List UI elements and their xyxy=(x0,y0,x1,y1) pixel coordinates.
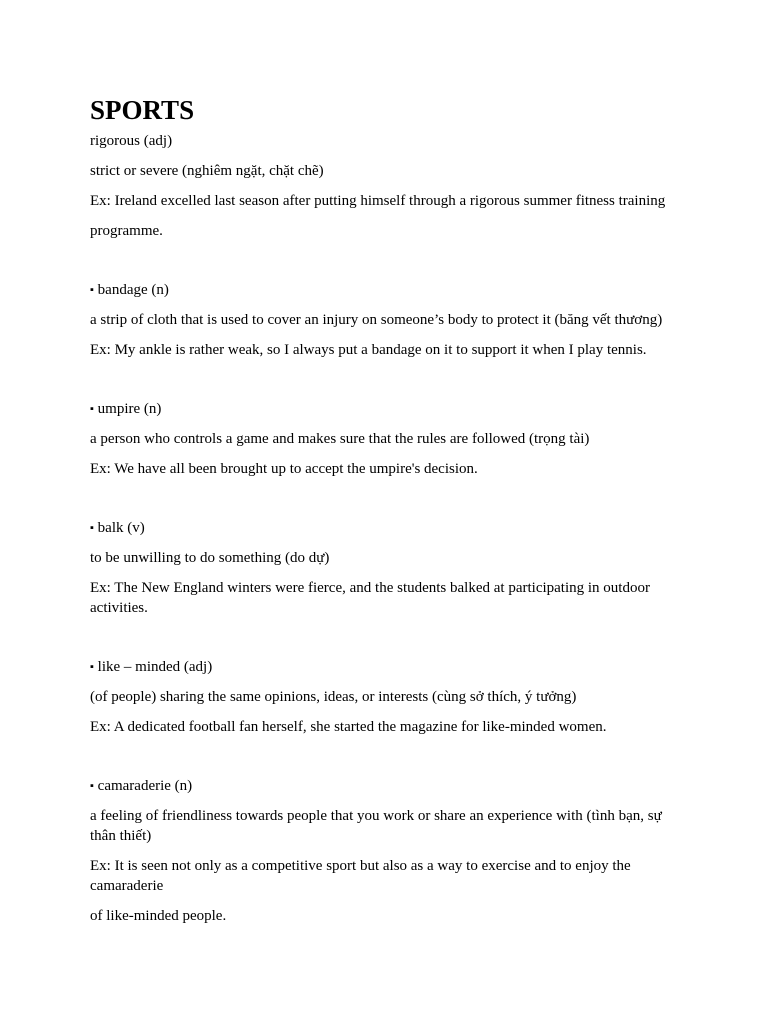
bullet-icon: ▪ xyxy=(90,780,94,792)
example-camaraderie-cont: of like-minded people. xyxy=(90,908,227,924)
example-balk: Ex: The New England winters were fierce, and the students balked at participating in outdoor activities. xyxy=(90,580,650,616)
example-like-minded: Ex: A dedicated football fan herself, she started the magazine for like-minded women. xyxy=(90,719,607,735)
example-camaraderie: Ex: It is seen not only as a competitive sport but also as a way to exercise and to enjoy the camaraderie xyxy=(90,858,631,894)
term-camaraderie xyxy=(90,776,680,796)
example-bandage: Ex: My ankle is rather weak, so I always put a bandage on it to support it when I play tennis. xyxy=(90,342,647,358)
example-rigorous-line1: Ex: Ireland excelled last season after putting himself through a rigorous summer fitness training xyxy=(90,193,666,209)
term-label: like – minded (adj) xyxy=(97,659,213,675)
example-umpire: Ex: We have all been brought up to accept the umpire's decision. xyxy=(90,461,478,477)
term-label: balk (v) xyxy=(97,520,145,536)
definition-camaraderie: a feeling of friendliness towards people that you work or share an experience with (tình bạn, sự thân thiết) xyxy=(90,808,662,844)
definition-umpire: a person who controls a game and makes sure that the rules are followed (trọng tài) xyxy=(90,431,590,447)
term-rigorous: rigorous (adj) xyxy=(90,133,173,149)
definition-bandage: a strip of cloth that is used to cover an injury on someone’s body to protect it (băng vết thương) xyxy=(90,312,663,328)
definition-rigorous: strict or severe (nghiêm ngặt, chặt chẽ) xyxy=(90,163,324,179)
term-bandage xyxy=(90,280,680,300)
term-label: bandage (n) xyxy=(97,282,169,298)
bullet-icon: ▪ xyxy=(90,403,94,415)
bullet-icon: ▪ xyxy=(90,661,94,673)
document-page xyxy=(90,92,680,926)
term-like-minded xyxy=(90,657,680,677)
page-title: SPORTS xyxy=(90,95,195,125)
bullet-icon: ▪ xyxy=(90,284,94,296)
term-umpire xyxy=(90,399,680,419)
definition-like-minded: (of people) sharing the same opinions, ideas, or interests (cùng sở thích, ý tưởng) xyxy=(90,689,577,705)
term-label: umpire (n) xyxy=(97,401,162,417)
term-label: camaraderie (n) xyxy=(97,778,193,794)
term-balk xyxy=(90,518,680,538)
definition-balk: to be unwilling to do something (do dự) xyxy=(90,550,330,566)
example-rigorous-line2: programme. xyxy=(90,223,163,239)
bullet-icon: ▪ xyxy=(90,522,94,534)
